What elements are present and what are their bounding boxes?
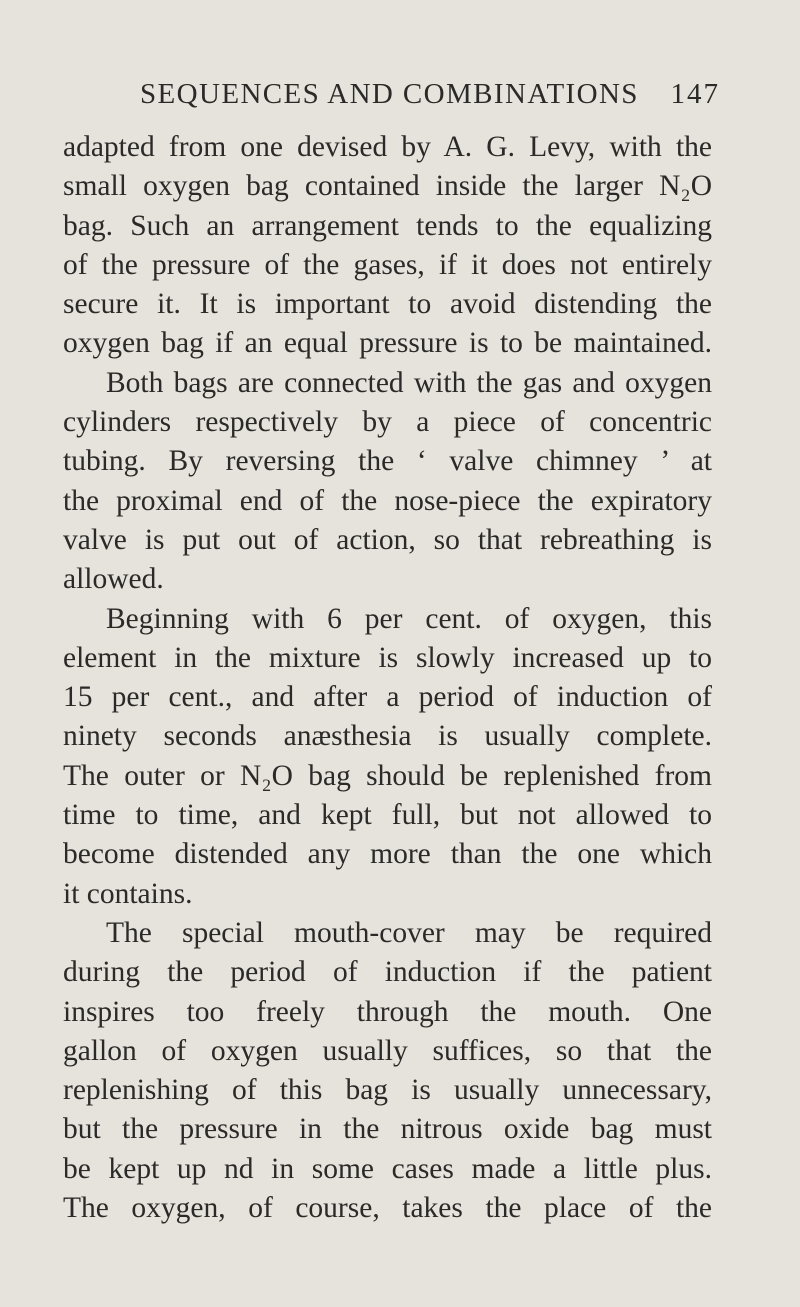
- page-number: 147: [670, 78, 720, 110]
- paragraph-last-line: it contains.: [63, 877, 193, 910]
- paragraph-first-line: The special mouth-cover may be required: [106, 916, 712, 949]
- text-line: valve is put out of action, so that rebreathing is: [63, 523, 712, 556]
- text-line: become distended any more than the one which: [63, 838, 712, 871]
- text-line: gallon of oxygen usually suffices, so that the: [63, 1034, 712, 1067]
- text-line: of the pressure of the gases, if it does not entirely: [63, 248, 712, 281]
- text-line: oxygen bag if an equal pressure is to be maintained.: [63, 327, 712, 360]
- body-text: [63, 128, 712, 1228]
- text-line: be kept up nd in some cases made a little plus.: [63, 1152, 712, 1185]
- text-line: during the period of induction if the patient: [63, 956, 712, 989]
- text-line: The oxygen, of course, takes the place of the: [63, 1192, 712, 1225]
- text-line: the proximal end of the nose-piece the expiratory: [63, 484, 712, 517]
- text-line: element in the mixture is slowly increased up to: [63, 641, 712, 674]
- text-line: secure it. It is important to avoid distending the: [63, 288, 712, 321]
- text-line: ninety seconds anæsthesia is usually complete.: [63, 720, 712, 753]
- text-line: replenishing of this bag is usually unnecessary,: [63, 1074, 712, 1107]
- text-line: small oxygen bag contained inside the larger N₂O: [63, 170, 712, 203]
- paragraph-first-line: Beginning with 6 per cent. of oxygen, this: [106, 602, 712, 635]
- running-head-title: SEQUENCES AND COMBINATIONS: [140, 78, 639, 110]
- text-line: 15 per cent., and after a period of induction of: [63, 681, 712, 714]
- text-line: tubing. By reversing the ‘ valve chimney ’ at: [63, 445, 712, 478]
- text-line: but the pressure in the nitrous oxide bag must: [63, 1113, 712, 1146]
- paragraph-last-line: allowed.: [63, 563, 164, 596]
- text-line: time to time, and kept full, but not allowed to: [63, 799, 712, 832]
- text-line: The outer or N₂O bag should be replenished from: [63, 759, 712, 792]
- paragraph-first-line: Both bags are connected with the gas and oxygen: [106, 366, 712, 399]
- running-head: [140, 78, 720, 118]
- text-line: cylinders respectively by a piece of concentric: [63, 406, 712, 439]
- text-line: bag. Such an arrangement tends to the equalizing: [63, 209, 712, 242]
- text-line: adapted from one devised by A. G. Levy, with the: [63, 131, 712, 163]
- text-line: inspires too freely through the mouth. One: [63, 995, 712, 1028]
